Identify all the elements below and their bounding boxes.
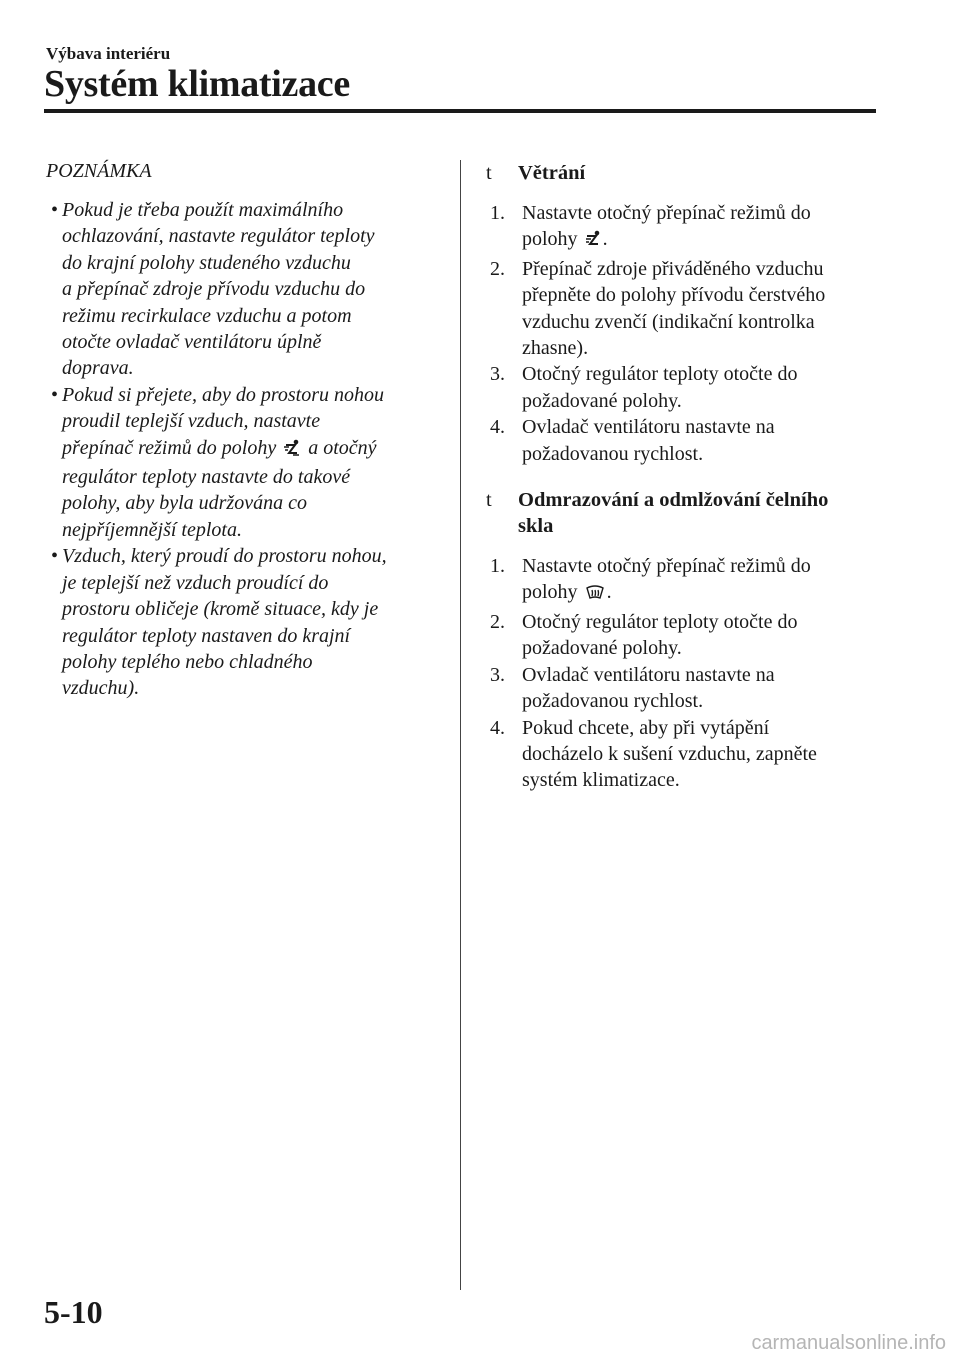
- text-line: režimu recirkulace vzduchu a potom: [62, 304, 352, 327]
- text-line: zhasne).: [522, 337, 589, 360]
- page-title: Systém klimatizace: [44, 63, 350, 105]
- step-item: [486, 662, 886, 715]
- text-line-with-icon: [62, 435, 441, 464]
- text-line: a přepínač zdroje přívodu vzduchu do: [62, 278, 366, 301]
- text-line: proudil teplejší vzduch, nastavte: [62, 410, 321, 433]
- step-number: 2.: [490, 257, 505, 280]
- text-line-with-icon: [522, 226, 886, 255]
- bullet-icon: •: [51, 199, 59, 221]
- text-line: Pokud si přejete, aby do prostoru nohou: [62, 383, 385, 406]
- text-fragment: polohy: [522, 581, 583, 604]
- text-line: systém klimatizace.: [522, 769, 680, 792]
- text-line: Pokud je třeba použít maximálního: [62, 199, 344, 221]
- defroster-mode-icon: [585, 582, 605, 608]
- header-rule: [44, 109, 876, 113]
- step-number: 1.: [490, 555, 505, 578]
- text-line: vzduchu).: [62, 677, 140, 700]
- step-number: 4.: [490, 416, 505, 439]
- instructions-column: [486, 160, 886, 814]
- step-item: [486, 361, 886, 414]
- step-item: [486, 715, 886, 794]
- text-line: požadované polohy.: [522, 637, 682, 660]
- text-line: požadované polohy.: [522, 389, 682, 412]
- text-line: Ovladač ventilátoru nastavte na: [522, 663, 775, 686]
- text-line: Otočný regulátor teploty otočte do: [522, 610, 798, 633]
- text-line: polohy teplého nebo chladného: [62, 650, 313, 673]
- text-line: doprava.: [62, 357, 134, 380]
- text-fragment: .: [606, 581, 612, 604]
- note-item: [46, 382, 441, 543]
- bullet-icon: •: [51, 383, 59, 406]
- section-heading: [486, 487, 886, 539]
- instruction-section: [486, 160, 886, 467]
- note-heading: POZNÁMKA: [46, 160, 152, 182]
- section-marker-icon: t: [486, 489, 492, 512]
- page-number: 5-10: [44, 1294, 103, 1330]
- step-item: [486, 553, 886, 609]
- step-item: [486, 200, 886, 256]
- section-heading: [486, 160, 886, 186]
- text-line: regulátor teploty nastaven do krajní: [62, 624, 351, 647]
- text-line: prostoru obličeje (kromě situace, kdy je: [62, 598, 379, 621]
- text-line: nejpříjemnější teplota.: [62, 518, 242, 541]
- text-line: Vzduch, který proudí do prostoru nohou,: [62, 545, 387, 568]
- column-divider: [460, 160, 461, 1290]
- step-item: [486, 256, 886, 362]
- text-line: polohy, aby byla udržována co: [62, 492, 307, 515]
- step-number: 3.: [490, 363, 505, 386]
- text-line: Nastavte otočný přepínač režimů do: [522, 202, 811, 224]
- text-line: skla: [518, 515, 554, 538]
- text-fragment: přepínač režimů do polohy: [62, 436, 282, 459]
- text-line: Větrání: [518, 162, 586, 184]
- text-line: docházelo k sušení vzduchu, zapněte: [522, 742, 817, 765]
- note-list: [46, 197, 441, 702]
- text-fragment: .: [602, 228, 608, 251]
- note-item: [46, 197, 441, 382]
- text-line: Přepínač zdroje přiváděného vzduchu: [522, 257, 824, 280]
- text-line: regulátor teploty nastavte do takové: [62, 466, 351, 489]
- text-line: ochlazování, nastavte regulátor teploty: [62, 225, 375, 248]
- text-line: požadovanou rychlost.: [522, 442, 704, 465]
- text-line: Odmrazování a odmlžování čelního: [518, 489, 829, 512]
- text-line: Ovladač ventilátoru nastavte na: [522, 416, 775, 439]
- face-and-feet-mode-icon: [283, 438, 301, 464]
- step-number: 4.: [490, 716, 505, 739]
- text-line: Pokud chcete, aby při vytápění: [522, 716, 770, 739]
- text-line-with-icon: [522, 579, 886, 608]
- instruction-section: [486, 487, 886, 794]
- text-line: do krajní polohy studeného vzduchu: [62, 251, 351, 274]
- note-item: [46, 543, 441, 701]
- text-line: Otočný regulátor teploty otočte do: [522, 363, 798, 386]
- step-number: 2.: [490, 610, 505, 633]
- text-line: přepněte do polohy přívodu čerstvého: [522, 284, 826, 307]
- header-section: Výbava interiéru: [46, 44, 171, 63]
- text-fragment: polohy: [522, 228, 583, 251]
- section-marker-icon: t: [486, 162, 492, 184]
- face-mode-icon: [585, 229, 601, 255]
- watermark: carmanualsonline.info: [751, 1332, 946, 1354]
- note-column: [46, 160, 441, 702]
- text-fragment: a otočný: [303, 436, 377, 459]
- step-number: 3.: [490, 663, 505, 686]
- bullet-icon: •: [51, 545, 59, 568]
- text-line: je teplejší než vzduch proudící do: [62, 571, 329, 594]
- text-line: požadovanou rychlost.: [522, 690, 704, 713]
- text-line: vzduchu zvenčí (indikační kontrolka: [522, 310, 815, 333]
- step-item: [486, 609, 886, 662]
- step-item: [486, 414, 886, 467]
- text-line: Nastavte otočný přepínač režimů do: [522, 555, 811, 578]
- step-number: 1.: [490, 202, 505, 224]
- text-line: otočte ovladač ventilátoru úplně: [62, 331, 322, 354]
